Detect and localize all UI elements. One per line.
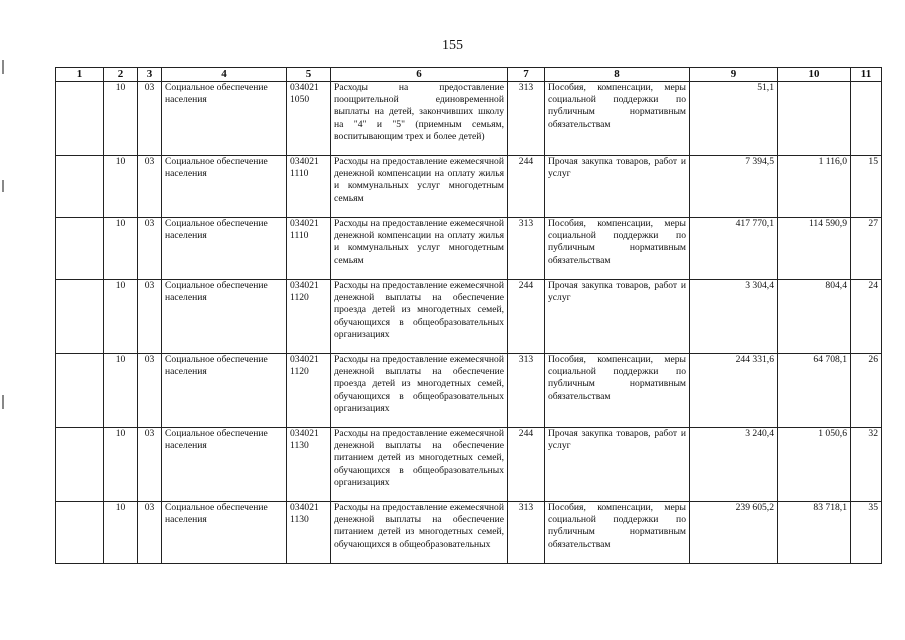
cell-col1: [56, 428, 104, 502]
cell-value-col9: 239 605,2: [690, 502, 778, 564]
cell-value-col9: 244 331,6: [690, 354, 778, 428]
cell-expense-type-name: Пособия, компенсации, меры социальной поддержки по публичным нормативным обязательствам: [545, 502, 690, 564]
cell-value-col10: 64 708,1: [778, 354, 851, 428]
cell-section: 10: [104, 502, 138, 564]
cell-value-col11: 24: [851, 280, 882, 354]
table-row: [56, 156, 882, 218]
table-row: [56, 502, 882, 564]
cell-target-code: 034021 1120: [287, 280, 331, 354]
column-header-6: 6: [331, 68, 508, 82]
column-header-10: 10: [778, 68, 851, 82]
cell-subsection: 03: [138, 280, 162, 354]
cell-col1: [56, 502, 104, 564]
table-row: [56, 218, 882, 280]
cell-expense-type-name: Прочая закупка товаров, работ и услуг: [545, 156, 690, 218]
budget-table: [55, 67, 882, 564]
cell-expense-type-name: Прочая закупка товаров, работ и услуг: [545, 428, 690, 502]
cell-expense-type-name: Пособия, компенсации, меры социальной поддержки по публичным нормативным обязательствам: [545, 218, 690, 280]
cell-expense-description: Расходы на предоставление поощрительной единовременной выплаты на детей, закончивших школу на "4" и "5" (приемным семьям, воспитывающим трех и более детей): [331, 82, 508, 156]
cell-col1: [56, 218, 104, 280]
table-row: [56, 82, 882, 156]
scan-edge-mark: [2, 60, 4, 74]
scan-edge-mark: [2, 395, 4, 409]
header-row: [56, 68, 882, 82]
cell-value-col9: 3 240,4: [690, 428, 778, 502]
cell-expense-description: Расходы на предоставление ежемесячной денежной выплаты на обеспечение питанием детей из многодетных семей, обучающихся в общеобразовательных организациях: [331, 428, 508, 502]
table-row: [56, 428, 882, 502]
cell-value-col10: 1 116,0: [778, 156, 851, 218]
column-header-9: 9: [690, 68, 778, 82]
cell-expense-type-code: 244: [508, 428, 545, 502]
cell-value-col11: 26: [851, 354, 882, 428]
cell-value-col11: 35: [851, 502, 882, 564]
table-row: [56, 354, 882, 428]
cell-value-col10: [778, 82, 851, 156]
cell-subsection: 03: [138, 82, 162, 156]
cell-target-code: 034021 1050: [287, 82, 331, 156]
cell-value-col9: 51,1: [690, 82, 778, 156]
cell-value-col10: 1 050,6: [778, 428, 851, 502]
cell-value-col9: 417 770,1: [690, 218, 778, 280]
cell-expense-type-name: Пособия, компенсации, меры социальной поддержки по публичным нормативным обязательствам: [545, 82, 690, 156]
cell-value-col9: 7 394,5: [690, 156, 778, 218]
column-header-11: 11: [851, 68, 882, 82]
cell-section-name: Социальное обеспечение населения: [162, 428, 287, 502]
cell-expense-type-name: Прочая закупка товаров, работ и услуг: [545, 280, 690, 354]
cell-section: 10: [104, 156, 138, 218]
cell-section-name: Социальное обеспечение населения: [162, 502, 287, 564]
cell-subsection: 03: [138, 156, 162, 218]
cell-subsection: 03: [138, 218, 162, 280]
cell-section-name: Социальное обеспечение населения: [162, 280, 287, 354]
cell-expense-type-code: 313: [508, 502, 545, 564]
cell-col1: [56, 156, 104, 218]
cell-section: 10: [104, 428, 138, 502]
cell-target-code: 034021 1110: [287, 156, 331, 218]
cell-value-col9: 3 304,4: [690, 280, 778, 354]
cell-value-col11: 27: [851, 218, 882, 280]
cell-col1: [56, 82, 104, 156]
cell-value-col10: 83 718,1: [778, 502, 851, 564]
cell-section: 10: [104, 280, 138, 354]
cell-expense-type-code: 244: [508, 280, 545, 354]
cell-expense-description: Расходы на предоставление ежемесячной денежной компенсации на оплату жилья и коммунальных услуг многодетным семьям: [331, 218, 508, 280]
cell-expense-description: Расходы на предоставление ежемесячной денежной выплаты на обеспечение проезда детей из многодетных семей, обучающихся в общеобразовательных организациях: [331, 354, 508, 428]
cell-expense-type-code: 313: [508, 218, 545, 280]
cell-expense-description: Расходы на предоставление ежемесячной денежной выплаты на обеспечение проезда детей из многодетных семей, обучающихся в общеобразовательных организациях: [331, 280, 508, 354]
cell-subsection: 03: [138, 502, 162, 564]
cell-expense-type-code: 313: [508, 82, 545, 156]
cell-expense-type-code: 313: [508, 354, 545, 428]
column-header-5: 5: [287, 68, 331, 82]
table-row: [56, 280, 882, 354]
cell-value-col10: 804,4: [778, 280, 851, 354]
scan-edge-mark: [2, 180, 4, 192]
cell-expense-description: Расходы на предоставление ежемесячной денежной выплаты на обеспечение питанием детей из многодетных семей, обучающихся в общеобразовательных: [331, 502, 508, 564]
cell-col1: [56, 280, 104, 354]
column-header-1: 1: [56, 68, 104, 82]
column-header-2: 2: [104, 68, 138, 82]
cell-value-col11: 32: [851, 428, 882, 502]
cell-section: 10: [104, 354, 138, 428]
cell-section-name: Социальное обеспечение населения: [162, 82, 287, 156]
cell-value-col11: [851, 82, 882, 156]
column-header-3: 3: [138, 68, 162, 82]
cell-target-code: 034021 1130: [287, 428, 331, 502]
column-header-8: 8: [545, 68, 690, 82]
cell-section-name: Социальное обеспечение населения: [162, 354, 287, 428]
page-number: 155: [442, 38, 463, 53]
cell-section: 10: [104, 82, 138, 156]
cell-target-code: 034021 1110: [287, 218, 331, 280]
cell-expense-type-name: Пособия, компенсации, меры социальной поддержки по публичным нормативным обязательствам: [545, 354, 690, 428]
cell-section-name: Социальное обеспечение населения: [162, 156, 287, 218]
column-header-4: 4: [162, 68, 287, 82]
cell-subsection: 03: [138, 428, 162, 502]
cell-col1: [56, 354, 104, 428]
cell-expense-description: Расходы на предоставление ежемесячной денежной компенсации на оплату жилья и коммунальных услуг многодетным семьям: [331, 156, 508, 218]
cell-section: 10: [104, 218, 138, 280]
cell-value-col10: 114 590,9: [778, 218, 851, 280]
cell-value-col11: 15: [851, 156, 882, 218]
cell-expense-type-code: 244: [508, 156, 545, 218]
cell-target-code: 034021 1130: [287, 502, 331, 564]
cell-subsection: 03: [138, 354, 162, 428]
cell-target-code: 034021 1120: [287, 354, 331, 428]
cell-section-name: Социальное обеспечение населения: [162, 218, 287, 280]
column-header-7: 7: [508, 68, 545, 82]
